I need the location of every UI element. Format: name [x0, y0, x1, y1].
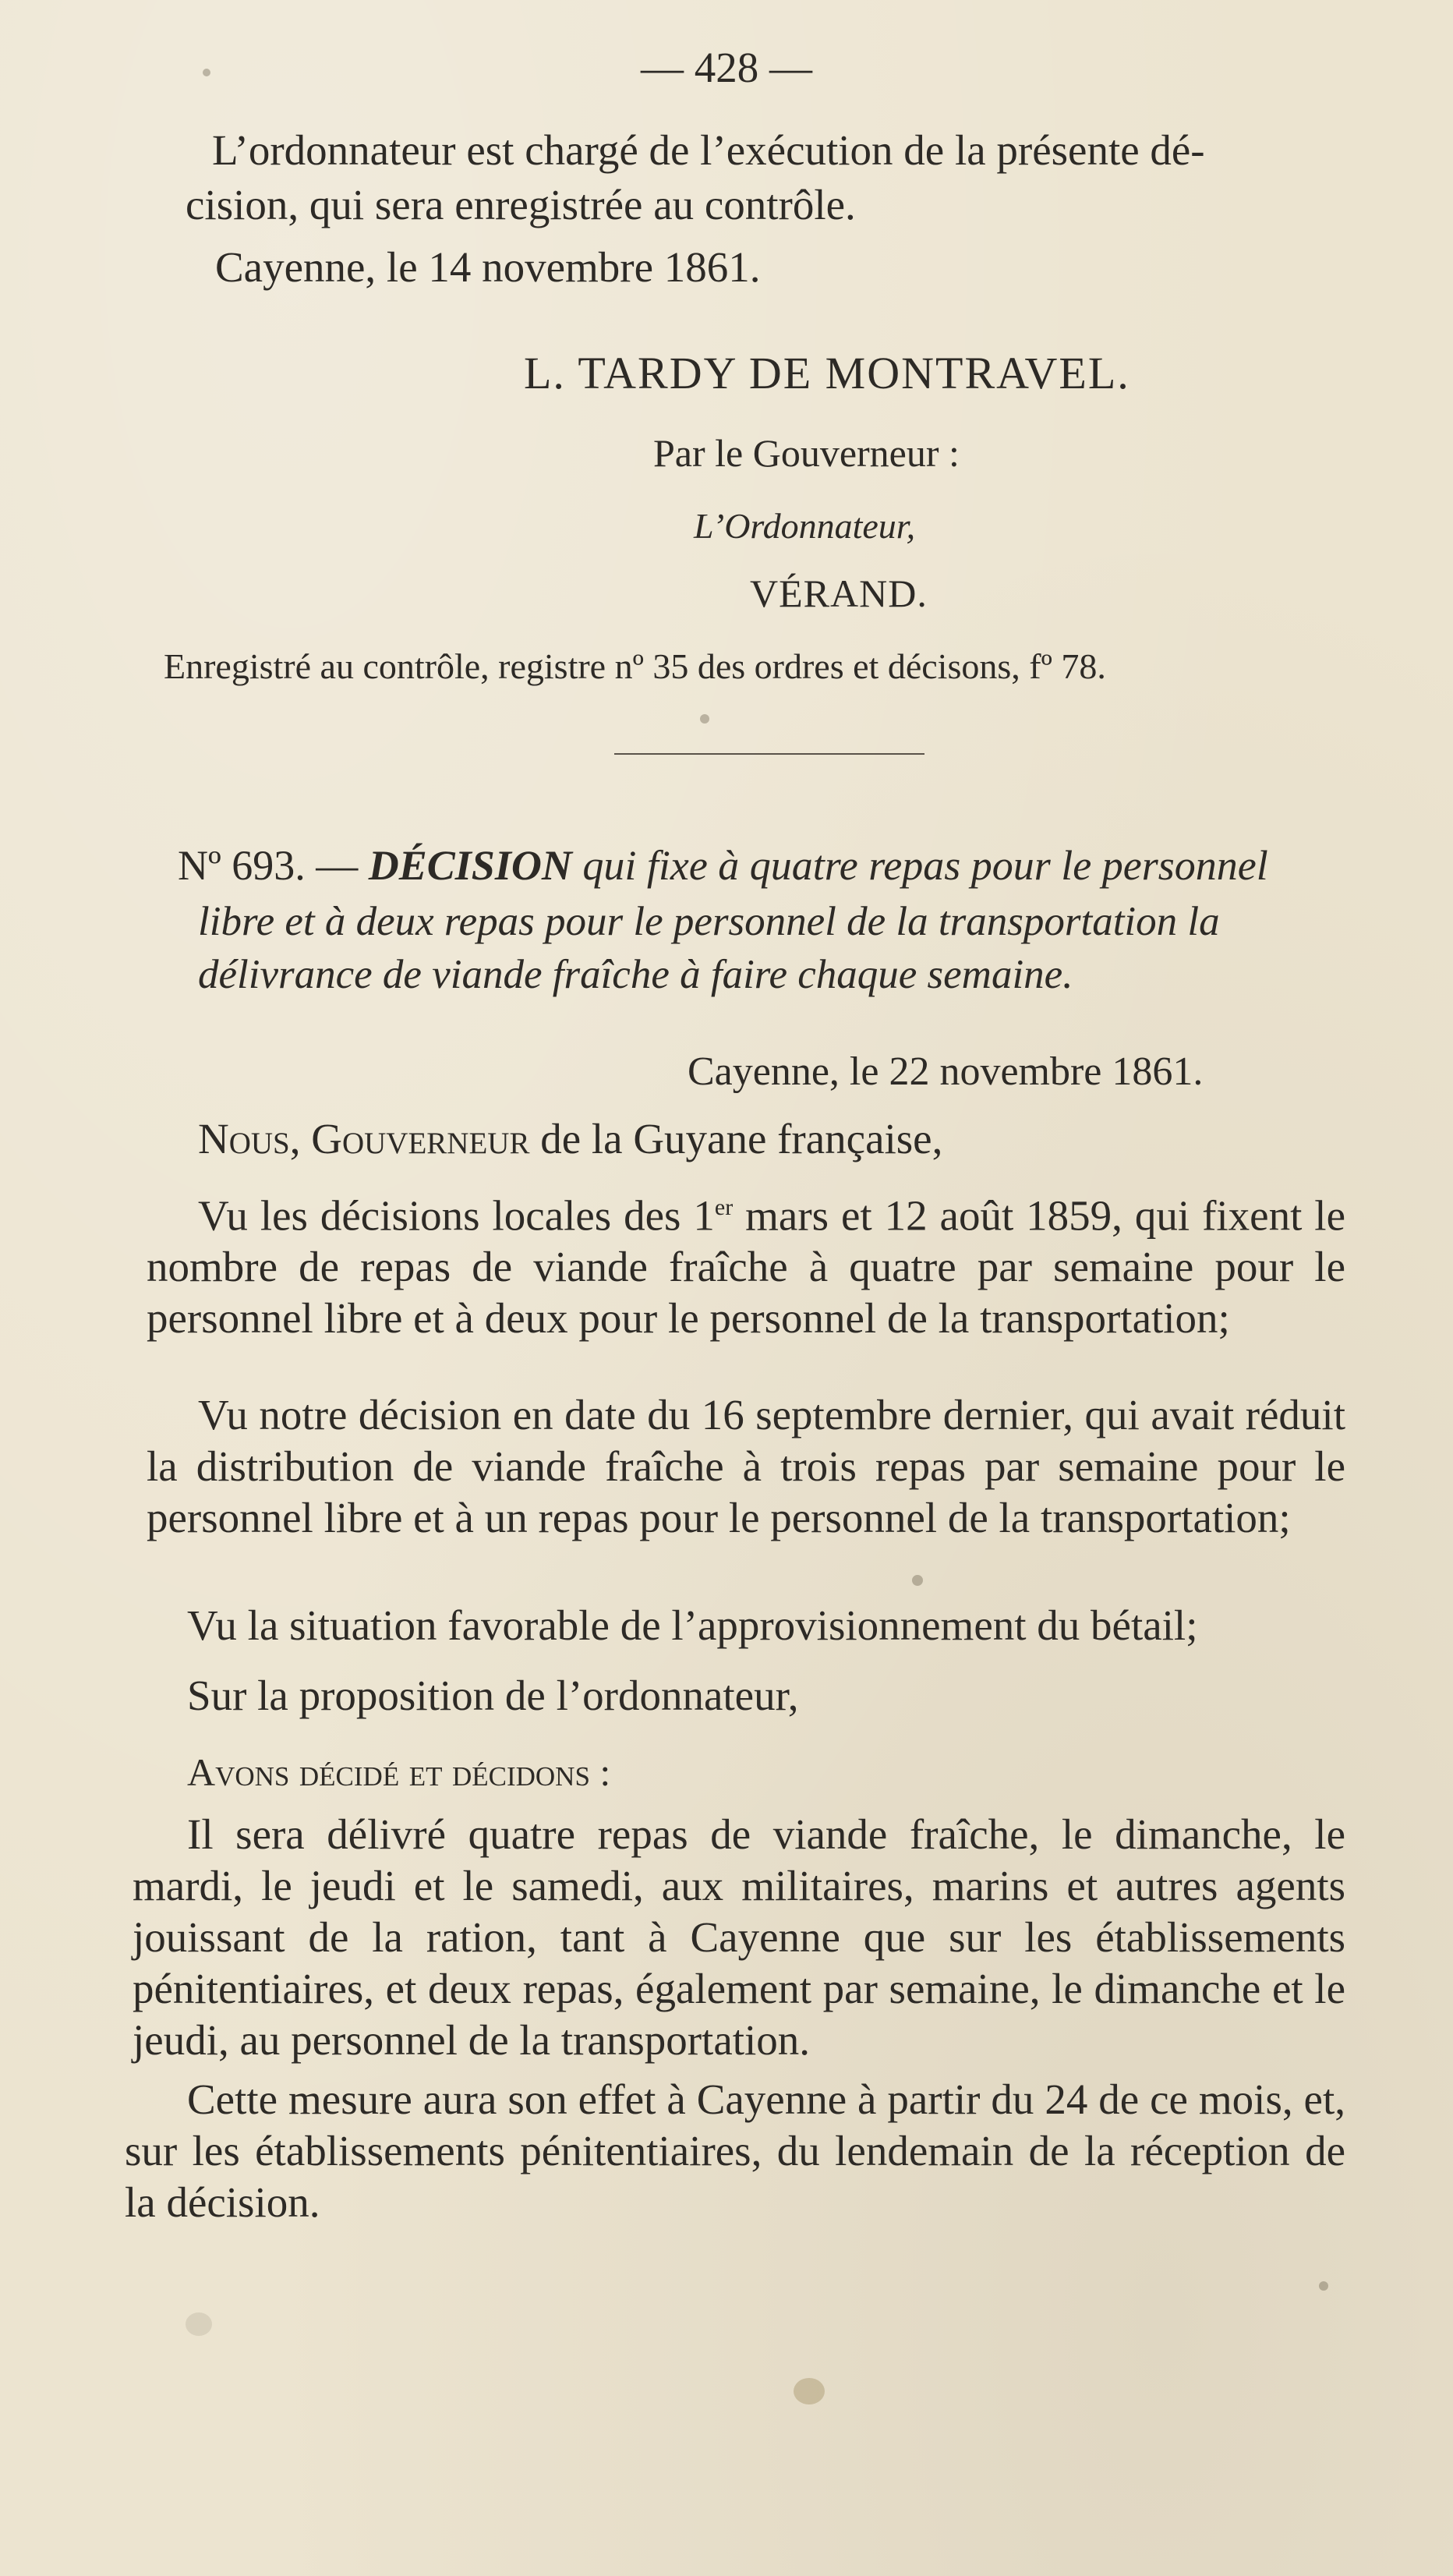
consideration-rest: mars et 12 août 1859, qui fixent le nombre de repas de viande fraîche à quatre par semaine pour le personnel libre et à deux pour le personnel de la transportation;	[147, 1191, 1345, 1343]
paper-speck	[186, 2312, 212, 2336]
decision-title-line-2: libre et à deux repas pour le personnel de la transportation la	[198, 899, 1220, 944]
paper-speck	[203, 69, 210, 76]
prev-decision-date: Cayenne, le 14 novembre 1861.	[215, 243, 761, 291]
decision-title-line-1: qui fixe à quatre repas pour le personnel	[582, 842, 1268, 889]
separator-rule	[614, 753, 924, 755]
consideration-lead: Vu les décisions locales des 1	[198, 1191, 715, 1240]
paper-speck	[700, 714, 709, 724]
article-paragraph: Cette mesure aura son effet à Cayenne à partir du 24 de ce mois, et, sur les établissements pénitentiaires, du lendemain de la réception de la décision.	[125, 2075, 1345, 2226]
closing-line-2: cision, qui sera enregistrée au contrôle.	[186, 181, 856, 228]
decision-title-line-3: délivrance de viande fraîche à faire chaque semaine.	[198, 952, 1073, 997]
opening-nous: Nous,	[198, 1115, 301, 1162]
opening-line	[198, 1112, 942, 1166]
article-paragraph: Il sera délivré quatre repas de viande fraîche, le dimanche, le mardi, le jeudi et le samedi, aux militaires, marins et autres agents jouissant de la ration, tant à Cayenne que sur les établissements pénitentiaires, et deux repas, également par semaine, le dimanche et le jeudi, au personnel de la transportation.	[133, 1810, 1345, 2064]
consideration-paragraph: Sur la proposition de l’ordonnateur,	[187, 1672, 799, 1719]
consideration-paragraph: Vu la situation favorable de l’approvisionnement du bétail;	[187, 1601, 1198, 1649]
opening-rest: de la Guyane française,	[540, 1115, 943, 1162]
decision-header	[178, 840, 1268, 890]
closing-line-1: L’ordonnateur est chargé de l’exécution de la présente dé-	[212, 126, 1205, 174]
opening-gouverneur: Gouverneur	[311, 1115, 530, 1162]
page-number: — 428 —	[641, 44, 812, 91]
consideration-paragraph: Vu notre décision en date du 16 septembre dernier, qui avait réduit la distribution de viande fraîche à trois repas par semaine pour le personnel libre et à un repas pour le personnel de la transportation;	[147, 1391, 1345, 1541]
paper-speck	[1319, 2281, 1328, 2291]
decree-formula: Avons décidé et décidons :	[187, 1750, 611, 1794]
registration-note: Enregistré au contrôle, registre nº 35 des ordres et décisons, fº 78.	[164, 646, 1106, 686]
ordonnateur-title: L’Ordonnateur,	[694, 506, 916, 546]
by-governor-line: Par le Gouverneur :	[653, 431, 960, 475]
paper-speck	[912, 1575, 923, 1586]
decision-number: Nº 693. —	[178, 842, 359, 889]
decision-date: Cayenne, le 22 novembre 1861.	[688, 1049, 1204, 1094]
paper-speck	[794, 2378, 825, 2404]
ordonnateur-signature: VÉRAND.	[750, 571, 928, 615]
consideration-paragraph	[147, 1182, 1345, 1344]
governor-signature: L. TARDY DE MONTRAVEL.	[524, 348, 1130, 398]
superscript-er: er	[714, 1194, 734, 1220]
decision-title-keyword: DÉCISION	[368, 842, 572, 889]
